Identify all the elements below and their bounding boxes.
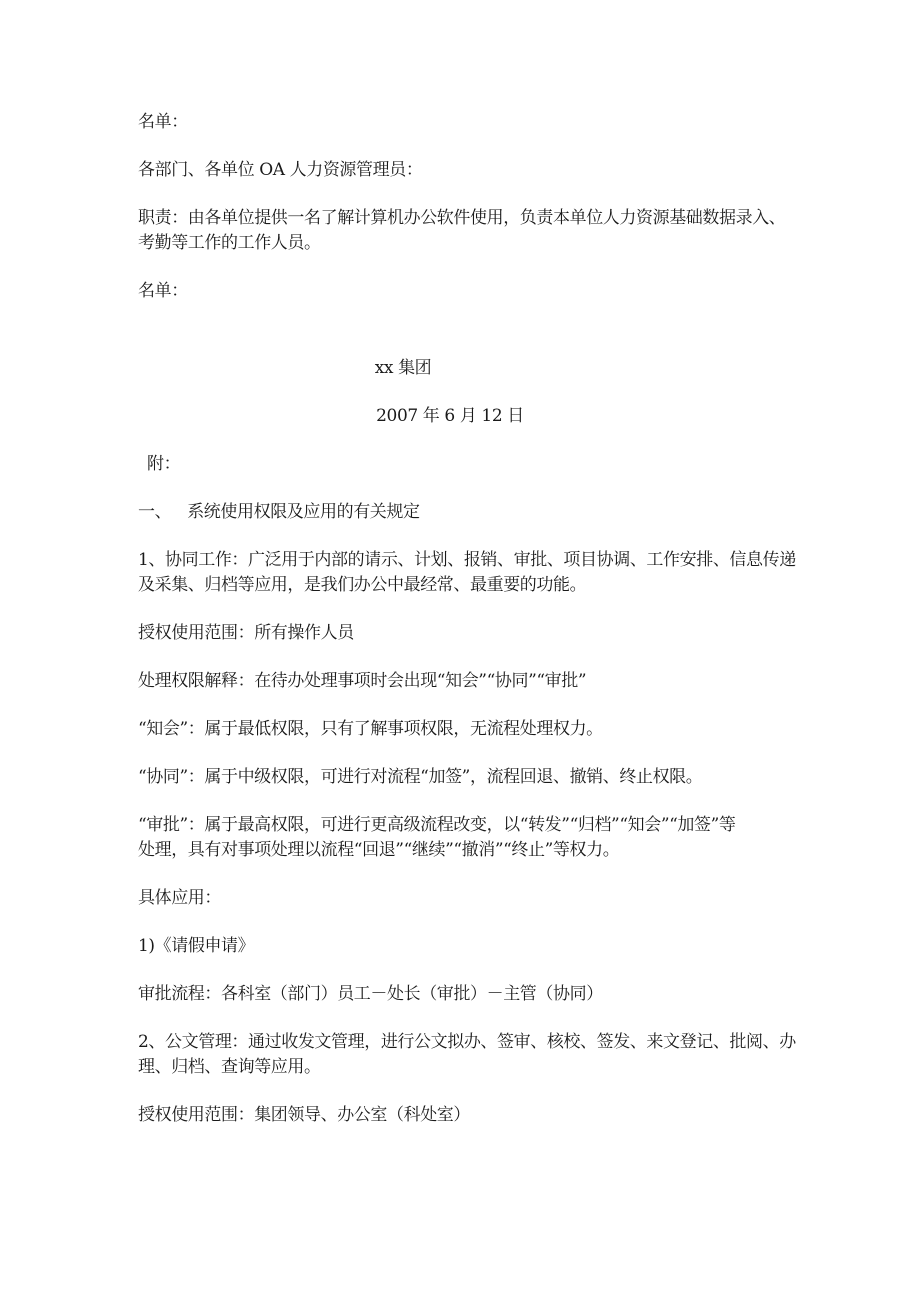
heading-text: 系统使用权限及应用的有关规定: [187, 502, 420, 522]
specific-application: [138, 886, 792, 911]
perm-shenpi: [138, 813, 792, 863]
text-line: 名单：: [138, 112, 188, 132]
text-line: 2、公文管理：通过收发文管理，进行公文拟办、签审、核校、签发、来文登记、批阅、办: [138, 1032, 796, 1052]
app-1-leave-request: [138, 934, 792, 959]
text-line: “知会”：属于最低权限，只有了解事项权限，无流程处理权力。: [138, 719, 603, 739]
text-line: 考勤等工作的工作人员。: [138, 233, 321, 253]
text-line: 审批流程：各科室（部门）员工－处长（审批）－主管（协同）: [138, 984, 603, 1004]
authorized-scope-1: [138, 621, 792, 646]
text-line: 理、归档、查询等应用。: [138, 1057, 321, 1077]
perm-xietong: [138, 765, 792, 790]
text-line: “协同”：属于中级权限，可进行对流程“加签”，流程回退、撤销、终止权限。: [138, 767, 703, 787]
text-line: xx 集团: [374, 358, 432, 378]
duty-paragraph: [138, 206, 792, 256]
heading-number: 一、: [138, 502, 172, 522]
text-line: 具体应用：: [138, 888, 221, 908]
text-line: 授权使用范围：所有操作人员: [138, 623, 354, 643]
signature-org: [76, 356, 730, 381]
text-line: 2007 年 6 月 12 日: [376, 406, 524, 426]
item-2-document-mgmt: [138, 1030, 796, 1080]
text-line: 职责：由各单位提供一名了解计算机办公软件使用，负责本单位人力资源基础数据录入、: [138, 208, 786, 228]
text-line: 各部门、各单位 OA 人力资源管理员：: [138, 160, 423, 180]
text-line: 1)《请假申请》: [138, 936, 255, 956]
text-line: 名单：: [138, 281, 188, 301]
section-heading: [138, 500, 792, 525]
text-line: 授权使用范围：集团领导、办公室（科处室）: [138, 1105, 470, 1125]
text-line: 附：: [147, 454, 181, 474]
text-line: 处理权限解释：在待办处理事项时会出现“知会”“协同”“审批”: [138, 671, 587, 691]
salutation: [138, 158, 792, 183]
signature-date: [123, 404, 777, 429]
list-label-2: [138, 279, 792, 304]
text-line: 1、协同工作：广泛用于内部的请示、计划、报销、审批、项目协调、工作安排、信息传递: [138, 550, 796, 570]
permission-explanation: [138, 669, 792, 694]
approval-flow: [138, 982, 792, 1007]
item-1-collaboration: [138, 548, 796, 598]
text-line: 处理，具有对事项处理以流程“回退”“继续”“撤消”“终止”等权力。: [138, 840, 620, 860]
text-line: “审批”：属于最高权限，可进行更高级流程改变，以“转发”“归档”“知会”“加签”等: [138, 815, 736, 835]
authorized-scope-2: [138, 1103, 792, 1128]
attachment-label: [138, 452, 792, 477]
list-label-1: [138, 110, 792, 135]
text-line: 及采集、归档等应用，是我们办公中最经常、最重要的功能。: [138, 575, 587, 595]
perm-zhihui: [138, 717, 792, 742]
